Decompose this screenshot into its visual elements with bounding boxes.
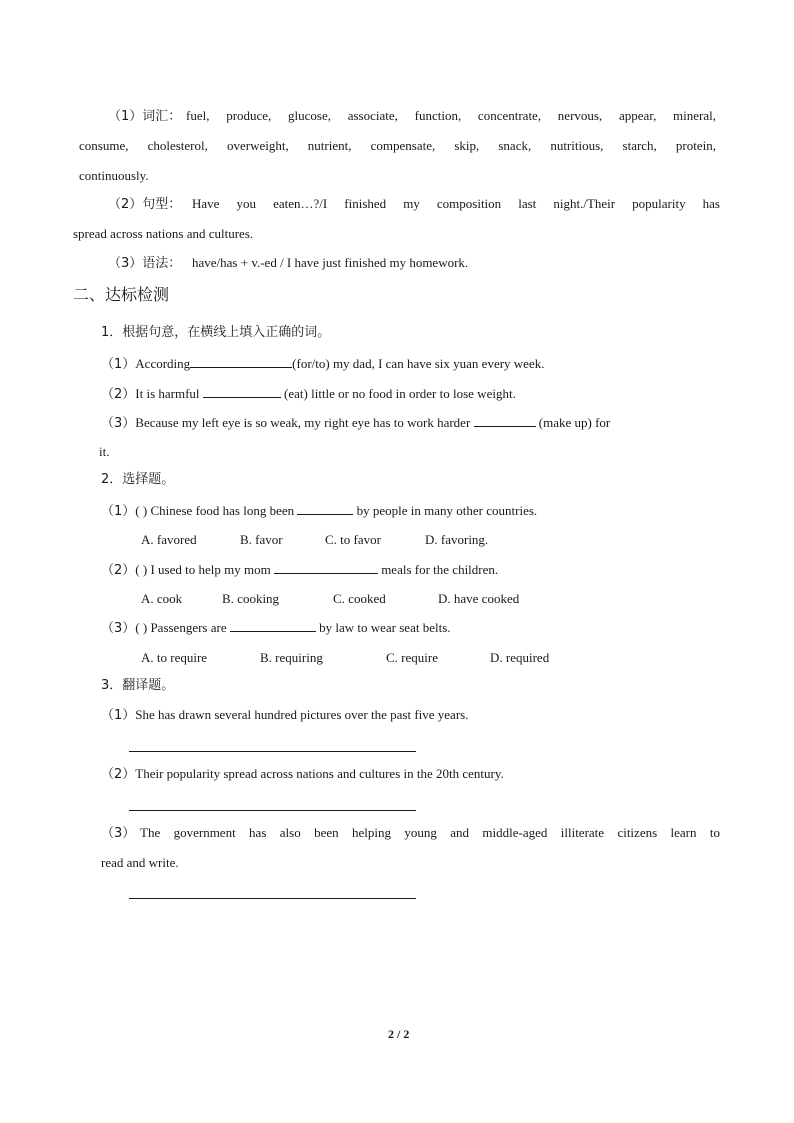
fill-q1: （1）According (for/to) my dad, I can have six yuan every week. [101, 356, 545, 372]
grammar-text: have/has + v.-ed / I have just finished my homework. [192, 255, 469, 270]
translate-q2-answer-line[interactable] [129, 810, 416, 811]
choice-q1-option-d[interactable]: D. favoring. [425, 532, 489, 547]
translate-q3-line-2: read and write. [101, 855, 179, 870]
pattern-line-2: spread across nations and cultures. [73, 226, 254, 241]
choice-q3-option-a[interactable]: A. to require [141, 650, 208, 665]
page-number: 2 / 2 [388, 1027, 410, 1041]
translate-q3-num: （3） [101, 826, 136, 841]
translate-q2: （2）Their popularity spread across nations and cultures in the 20th century. [101, 766, 504, 782]
choice-q2-option-a[interactable]: A. cook [141, 591, 183, 606]
answer-blank[interactable] [474, 413, 536, 427]
vocab-line-3: continuously. [79, 168, 149, 183]
vocab-label: （1）词汇： [108, 109, 182, 124]
choice-q1-option-b[interactable]: B. favor [240, 532, 283, 547]
choice-q1-option-a[interactable]: A. favored [141, 532, 197, 547]
vocab-line-1: fuel, produce, glucose, associate, function, concentrate, nervous, appear, mineral, [186, 108, 716, 123]
translate-q1-answer-line[interactable] [129, 751, 416, 752]
section-heading: 二、达标检测 [73, 285, 170, 304]
answer-blank[interactable] [190, 354, 292, 368]
translate-q3-line-1: The government has also been helping young and middle-aged illiterate citizens learn to [140, 825, 720, 840]
choice-q1: （1）( ) Chinese food has long been by people in many other countries. [101, 503, 538, 519]
answer-blank[interactable] [203, 384, 281, 398]
grammar-label: （3）语法： [108, 256, 182, 271]
fill-q3: （3）Because my left eye is so weak, my right eye has to work harder (make up) for [101, 415, 611, 431]
choice-q2-option-b[interactable]: B. cooking [222, 591, 280, 606]
answer-blank[interactable] [230, 618, 316, 632]
choice-q2-option-d[interactable]: D. have cooked [438, 591, 520, 606]
pattern-label: （2）句型： [108, 197, 182, 212]
fill-q2: （2）It is harmful (eat) little or no food in order to lose weight. [101, 386, 516, 402]
answer-blank[interactable] [297, 501, 353, 515]
translate-title: 3．翻译题。 [101, 678, 175, 693]
choice-q3-option-b[interactable]: B. requiring [260, 650, 323, 665]
translate-q3-answer-line[interactable] [129, 898, 416, 899]
choice-title: 2．选择题。 [101, 472, 175, 487]
choice-q2-option-c[interactable]: C. cooked [333, 591, 386, 606]
choice-q3: （3）( ) Passengers are by law to wear seat belts. [101, 620, 451, 636]
fill-q3-cont: it. [99, 444, 110, 459]
translate-q1: （1）She has drawn several hundred pictures over the past five years. [101, 707, 469, 723]
fill-title: 1．根据句意，在横线上填入正确的词。 [101, 325, 331, 340]
answer-blank[interactable] [274, 560, 378, 574]
choice-q1-option-c[interactable]: C. to favor [325, 532, 381, 547]
choice-q3-option-d[interactable]: D. required [490, 650, 550, 665]
choice-q3-option-c[interactable]: C. require [386, 650, 438, 665]
choice-q2: （2）( ) I used to help my mom meals for the children. [101, 562, 499, 578]
vocab-line-2: consume, cholesterol, overweight, nutrient, compensate, skip, snack, nutritious, starch, protein, [79, 138, 716, 153]
pattern-line-1: Have you eaten…?/I finished my composition last night./Their popularity has [192, 196, 720, 211]
